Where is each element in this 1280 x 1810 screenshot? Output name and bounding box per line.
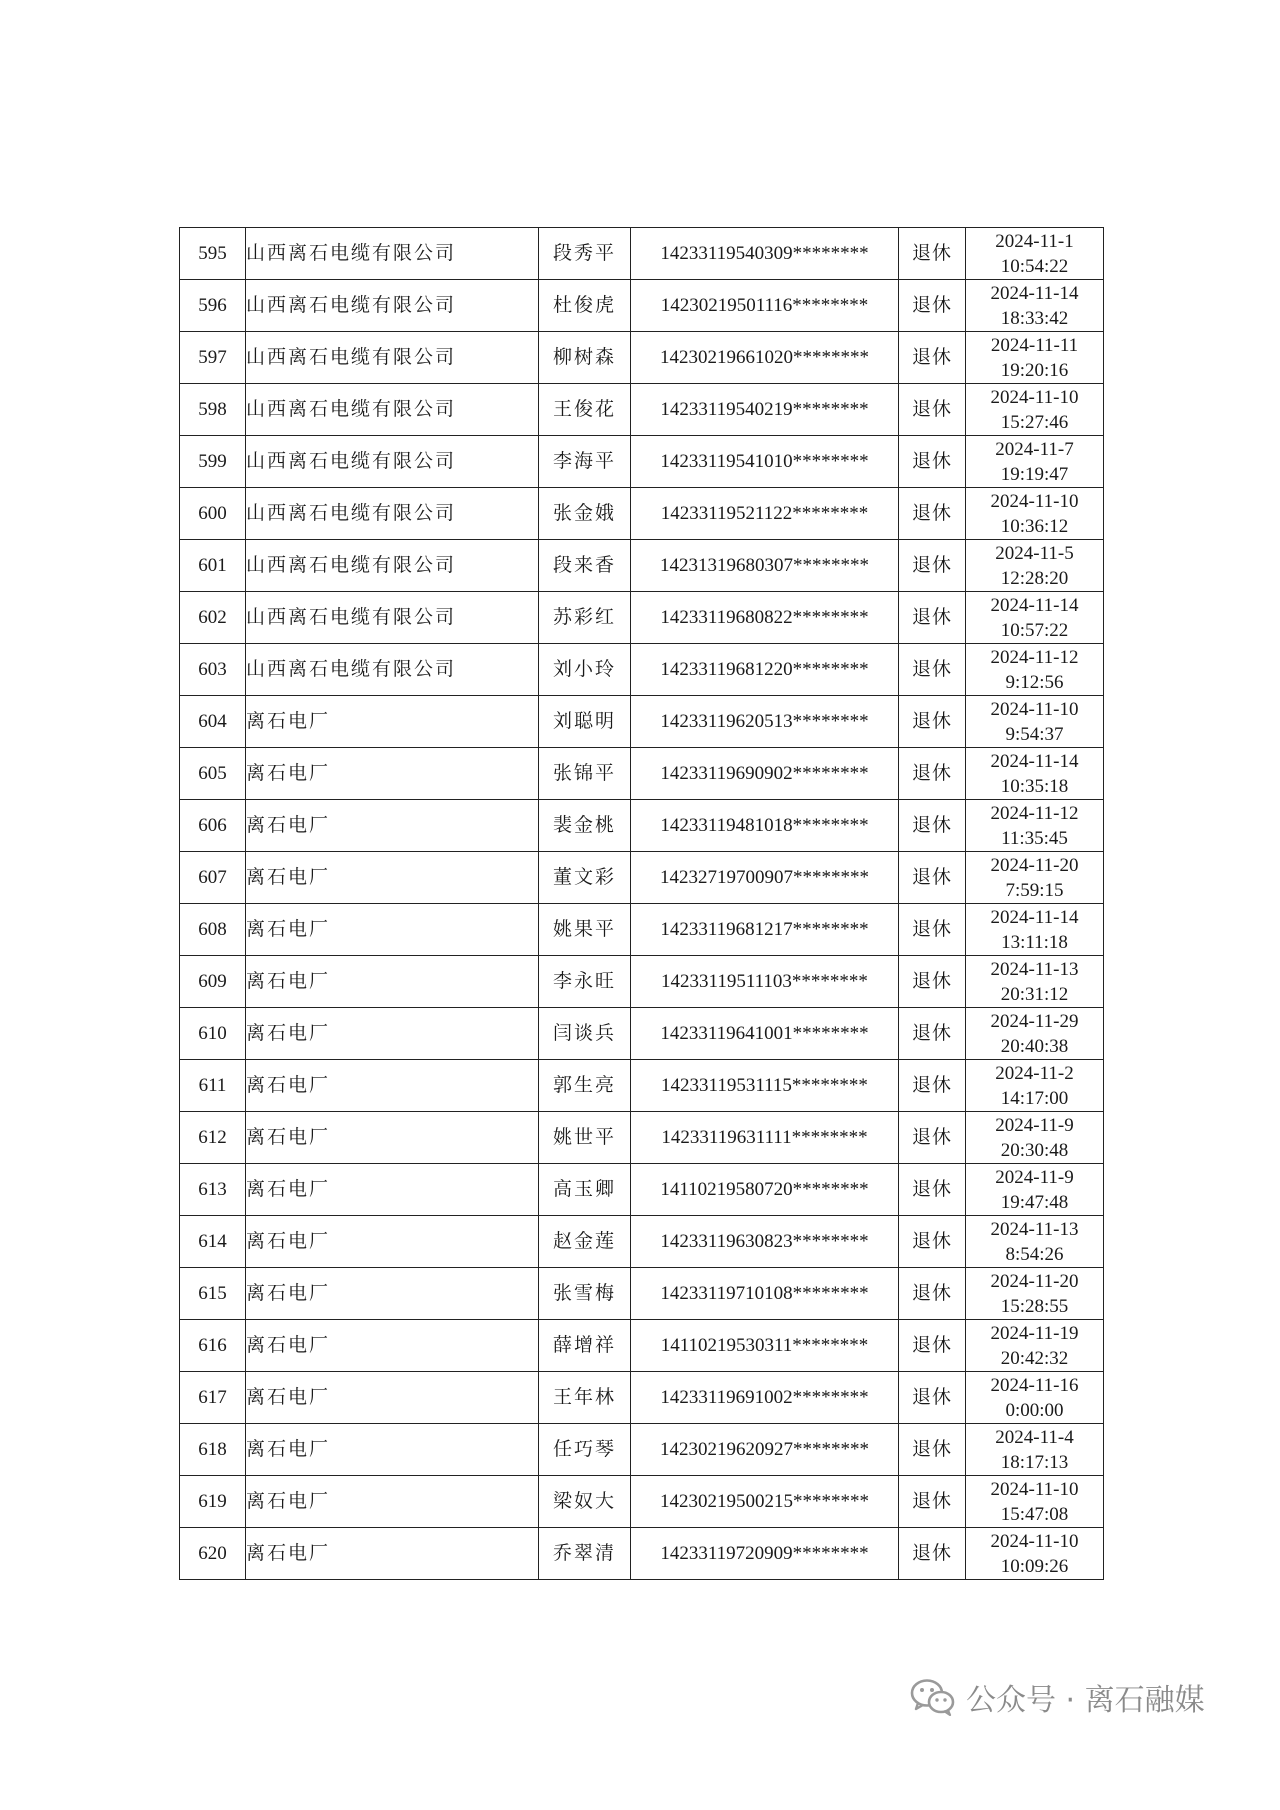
id-number-cell: 14233119690902******** [631, 748, 899, 800]
organization-cell: 离石电厂 [246, 1060, 539, 1112]
timestamp-date: 2024-11-7 [995, 438, 1074, 460]
table-row [180, 228, 1104, 280]
status-cell: 退休 [899, 956, 966, 1008]
timestamp-cell [966, 1476, 1104, 1528]
table-row [180, 1008, 1104, 1060]
timestamp-cell [966, 800, 1104, 852]
status-cell: 退休 [899, 1164, 966, 1216]
timestamp-time: 9:54:37 [1005, 723, 1064, 745]
id-number-cell: 14110219530311******** [631, 1320, 899, 1372]
timestamp-time: 13:11:18 [1001, 931, 1068, 953]
status-cell: 退休 [899, 748, 966, 800]
organization-cell: 离石电厂 [246, 748, 539, 800]
name-cell: 张雪梅 [539, 1268, 631, 1320]
timestamp-cell [966, 228, 1104, 280]
timestamp-time: 12:28:20 [1000, 567, 1069, 589]
table-row [180, 852, 1104, 904]
timestamp-time: 15:28:55 [1000, 1295, 1069, 1317]
status-cell: 退休 [899, 1268, 966, 1320]
table-row [180, 956, 1104, 1008]
name-cell: 董文彩 [539, 852, 631, 904]
timestamp-time: 8:54:26 [1005, 1243, 1064, 1265]
timestamp-date: 2024-11-14 [990, 750, 1079, 772]
table-row [180, 280, 1104, 332]
row-number-cell: 610 [180, 1008, 246, 1060]
row-number-cell: 603 [180, 644, 246, 696]
roster-table [179, 227, 1104, 1580]
timestamp-time: 18:33:42 [1000, 307, 1069, 329]
id-number-cell: 14233119541010******** [631, 436, 899, 488]
organization-cell: 山西离石电缆有限公司 [246, 488, 539, 540]
roster-table-body [180, 228, 1104, 1580]
name-cell: 裴金桃 [539, 800, 631, 852]
timestamp-cell [966, 332, 1104, 384]
timestamp-time: 14:17:00 [1000, 1087, 1069, 1109]
status-cell: 退休 [899, 1424, 966, 1476]
timestamp-date: 2024-11-14 [990, 906, 1079, 928]
id-number-cell: 14233119720909******** [631, 1528, 899, 1580]
row-number-cell: 620 [180, 1528, 246, 1580]
timestamp-time: 9:12:56 [1005, 671, 1064, 693]
row-number-cell: 613 [180, 1164, 246, 1216]
name-cell: 刘聪明 [539, 696, 631, 748]
timestamp-date: 2024-11-13 [990, 1218, 1079, 1240]
status-cell: 退休 [899, 488, 966, 540]
name-cell: 柳树森 [539, 332, 631, 384]
name-cell: 段秀平 [539, 228, 631, 280]
id-number-cell: 14233119540219******** [631, 384, 899, 436]
row-number-cell: 618 [180, 1424, 246, 1476]
organization-cell: 离石电厂 [246, 696, 539, 748]
table-row [180, 1060, 1104, 1112]
status-cell: 退休 [899, 1528, 966, 1580]
timestamp-date: 2024-11-14 [990, 594, 1079, 616]
name-cell: 郭生亮 [539, 1060, 631, 1112]
timestamp-time: 15:47:08 [1000, 1503, 1069, 1525]
status-cell: 退休 [899, 1216, 966, 1268]
row-number-cell: 600 [180, 488, 246, 540]
organization-cell: 离石电厂 [246, 1476, 539, 1528]
timestamp-date: 2024-11-29 [990, 1010, 1079, 1032]
name-cell: 梁奴大 [539, 1476, 631, 1528]
organization-cell: 离石电厂 [246, 800, 539, 852]
timestamp-cell [966, 280, 1104, 332]
status-cell: 退休 [899, 332, 966, 384]
timestamp-time: 7:59:15 [1005, 879, 1064, 901]
timestamp-cell [966, 1164, 1104, 1216]
table-row [180, 1268, 1104, 1320]
id-number-cell: 14233119531115******** [631, 1060, 899, 1112]
table-row [180, 1112, 1104, 1164]
timestamp-cell [966, 904, 1104, 956]
id-number-cell: 14230219500215******** [631, 1476, 899, 1528]
row-number-cell: 597 [180, 332, 246, 384]
organization-cell: 离石电厂 [246, 1320, 539, 1372]
id-number-cell: 14231319680307******** [631, 540, 899, 592]
timestamp-date: 2024-11-14 [990, 282, 1079, 304]
timestamp-time: 11:35:45 [1001, 827, 1068, 849]
id-number-cell: 14232719700907******** [631, 852, 899, 904]
timestamp-date: 2024-11-1 [995, 230, 1074, 252]
row-number-cell: 596 [180, 280, 246, 332]
timestamp-cell [966, 488, 1104, 540]
table-row [180, 1372, 1104, 1424]
name-cell: 任巧琴 [539, 1424, 631, 1476]
timestamp-cell [966, 1216, 1104, 1268]
status-cell: 退休 [899, 1060, 966, 1112]
status-cell: 退休 [899, 644, 966, 696]
name-cell: 杜俊虎 [539, 280, 631, 332]
name-cell: 姚果平 [539, 904, 631, 956]
table-row [180, 1320, 1104, 1372]
timestamp-time: 15:27:46 [1000, 411, 1069, 433]
table-row [180, 904, 1104, 956]
timestamp-date: 2024-11-10 [990, 1478, 1079, 1500]
name-cell: 王俊花 [539, 384, 631, 436]
row-number-cell: 611 [180, 1060, 246, 1112]
organization-cell: 山西离石电缆有限公司 [246, 384, 539, 436]
organization-cell: 山西离石电缆有限公司 [246, 644, 539, 696]
organization-cell: 离石电厂 [246, 1164, 539, 1216]
organization-cell: 山西离石电缆有限公司 [246, 228, 539, 280]
row-number-cell: 602 [180, 592, 246, 644]
row-number-cell: 608 [180, 904, 246, 956]
timestamp-cell [966, 1372, 1104, 1424]
organization-cell: 山西离石电缆有限公司 [246, 540, 539, 592]
status-cell: 退休 [899, 280, 966, 332]
timestamp-time: 10:09:26 [1000, 1555, 1069, 1577]
organization-cell: 离石电厂 [246, 1216, 539, 1268]
row-number-cell: 599 [180, 436, 246, 488]
timestamp-date: 2024-11-10 [990, 386, 1079, 408]
table-row [180, 1424, 1104, 1476]
status-cell: 退休 [899, 852, 966, 904]
id-number-cell: 14233119641001******** [631, 1008, 899, 1060]
table-row [180, 696, 1104, 748]
table-row [180, 540, 1104, 592]
timestamp-cell [966, 540, 1104, 592]
id-number-cell: 14110219580720******** [631, 1164, 899, 1216]
id-number-cell: 14233119481018******** [631, 800, 899, 852]
row-number-cell: 609 [180, 956, 246, 1008]
timestamp-cell [966, 696, 1104, 748]
id-number-cell: 14233119620513******** [631, 696, 899, 748]
id-number-cell: 14233119710108******** [631, 1268, 899, 1320]
table-row [180, 592, 1104, 644]
timestamp-date: 2024-11-20 [990, 1270, 1079, 1292]
organization-cell: 离石电厂 [246, 1112, 539, 1164]
timestamp-date: 2024-11-10 [990, 490, 1079, 512]
status-cell: 退休 [899, 1112, 966, 1164]
timestamp-time: 19:19:47 [1000, 463, 1069, 485]
organization-cell: 离石电厂 [246, 1008, 539, 1060]
status-cell: 退休 [899, 1320, 966, 1372]
name-cell: 张锦平 [539, 748, 631, 800]
id-number-cell: 14233119681217******** [631, 904, 899, 956]
status-cell: 退休 [899, 800, 966, 852]
row-number-cell: 616 [180, 1320, 246, 1372]
row-number-cell: 614 [180, 1216, 246, 1268]
timestamp-date: 2024-11-9 [995, 1166, 1074, 1188]
status-cell: 退休 [899, 1476, 966, 1528]
id-number-cell: 14230219501116******** [631, 280, 899, 332]
timestamp-cell [966, 1112, 1104, 1164]
table-row [180, 644, 1104, 696]
table-row [180, 384, 1104, 436]
id-number-cell: 14230219620927******** [631, 1424, 899, 1476]
status-cell: 退休 [899, 540, 966, 592]
name-cell: 闫谈兵 [539, 1008, 631, 1060]
name-cell: 高玉卿 [539, 1164, 631, 1216]
table-row [180, 436, 1104, 488]
id-number-cell: 14233119630823******** [631, 1216, 899, 1268]
status-cell: 退休 [899, 1008, 966, 1060]
timestamp-time: 0:00:00 [1005, 1399, 1064, 1421]
id-number-cell: 14233119521122******** [631, 488, 899, 540]
organization-cell: 山西离石电缆有限公司 [246, 332, 539, 384]
status-cell: 退休 [899, 592, 966, 644]
row-number-cell: 598 [180, 384, 246, 436]
table-row [180, 488, 1104, 540]
row-number-cell: 607 [180, 852, 246, 904]
organization-cell: 离石电厂 [246, 1268, 539, 1320]
status-cell: 退休 [899, 696, 966, 748]
id-number-cell: 14233119631111******** [631, 1112, 899, 1164]
timestamp-cell [966, 1060, 1104, 1112]
row-number-cell: 605 [180, 748, 246, 800]
timestamp-cell [966, 384, 1104, 436]
status-cell: 退休 [899, 1372, 966, 1424]
table-row [180, 1476, 1104, 1528]
organization-cell: 离石电厂 [246, 956, 539, 1008]
watermark [910, 1677, 1205, 1717]
timestamp-date: 2024-11-5 [995, 542, 1074, 564]
timestamp-time: 20:40:38 [1000, 1035, 1069, 1057]
timestamp-time: 10:54:22 [1000, 255, 1069, 277]
watermark-text: 公众号 · 离石融媒 [966, 1683, 1205, 1718]
id-number-cell: 14233119511103******** [631, 956, 899, 1008]
timestamp-time: 20:42:32 [1000, 1347, 1069, 1369]
table-row [180, 332, 1104, 384]
timestamp-date: 2024-11-13 [990, 958, 1079, 980]
table-row [180, 1528, 1104, 1580]
timestamp-cell [966, 1268, 1104, 1320]
row-number-cell: 606 [180, 800, 246, 852]
organization-cell: 离石电厂 [246, 1528, 539, 1580]
name-cell: 张金娥 [539, 488, 631, 540]
timestamp-time: 19:20:16 [1000, 359, 1069, 381]
organization-cell: 离石电厂 [246, 852, 539, 904]
timestamp-date: 2024-11-4 [995, 1426, 1074, 1448]
organization-cell: 离石电厂 [246, 1424, 539, 1476]
timestamp-time: 20:31:12 [1000, 983, 1069, 1005]
timestamp-date: 2024-11-10 [990, 698, 1079, 720]
name-cell: 苏彩红 [539, 592, 631, 644]
timestamp-cell [966, 592, 1104, 644]
name-cell: 姚世平 [539, 1112, 631, 1164]
id-number-cell: 14230219661020******** [631, 332, 899, 384]
timestamp-time: 19:47:48 [1000, 1191, 1069, 1213]
table-row [180, 748, 1104, 800]
timestamp-cell [966, 1008, 1104, 1060]
name-cell: 刘小玲 [539, 644, 631, 696]
timestamp-cell [966, 1320, 1104, 1372]
id-number-cell: 14233119681220******** [631, 644, 899, 696]
row-number-cell: 612 [180, 1112, 246, 1164]
timestamp-cell [966, 1424, 1104, 1476]
timestamp-time: 10:57:22 [1000, 619, 1069, 641]
timestamp-time: 10:36:12 [1000, 515, 1069, 537]
status-cell: 退休 [899, 436, 966, 488]
timestamp-time: 18:17:13 [1000, 1451, 1069, 1473]
timestamp-date: 2024-11-12 [990, 646, 1079, 668]
table-row [180, 1216, 1104, 1268]
id-number-cell: 14233119540309******** [631, 228, 899, 280]
timestamp-cell [966, 1528, 1104, 1580]
status-cell: 退休 [899, 904, 966, 956]
timestamp-date: 2024-11-16 [990, 1374, 1079, 1396]
row-number-cell: 615 [180, 1268, 246, 1320]
timestamp-date: 2024-11-2 [995, 1062, 1074, 1084]
name-cell: 李海平 [539, 436, 631, 488]
row-number-cell: 601 [180, 540, 246, 592]
timestamp-date: 2024-11-11 [990, 334, 1079, 356]
name-cell: 段来香 [539, 540, 631, 592]
row-number-cell: 617 [180, 1372, 246, 1424]
table-row [180, 800, 1104, 852]
timestamp-cell [966, 436, 1104, 488]
timestamp-cell [966, 852, 1104, 904]
timestamp-date: 2024-11-20 [990, 854, 1079, 876]
id-number-cell: 14233119691002******** [631, 1372, 899, 1424]
organization-cell: 山西离石电缆有限公司 [246, 436, 539, 488]
organization-cell: 离石电厂 [246, 1372, 539, 1424]
name-cell: 王年林 [539, 1372, 631, 1424]
row-number-cell: 595 [180, 228, 246, 280]
wechat-icon [910, 1678, 956, 1716]
name-cell: 乔翠清 [539, 1528, 631, 1580]
organization-cell: 山西离石电缆有限公司 [246, 280, 539, 332]
status-cell: 退休 [899, 228, 966, 280]
timestamp-date: 2024-11-19 [990, 1322, 1079, 1344]
timestamp-time: 20:30:48 [1000, 1139, 1069, 1161]
status-cell: 退休 [899, 384, 966, 436]
row-number-cell: 619 [180, 1476, 246, 1528]
organization-cell: 山西离石电缆有限公司 [246, 592, 539, 644]
row-number-cell: 604 [180, 696, 246, 748]
timestamp-cell [966, 644, 1104, 696]
table-row [180, 1164, 1104, 1216]
name-cell: 李永旺 [539, 956, 631, 1008]
timestamp-date: 2024-11-9 [995, 1114, 1074, 1136]
timestamp-date: 2024-11-12 [990, 802, 1079, 824]
name-cell: 薛增祥 [539, 1320, 631, 1372]
name-cell: 赵金莲 [539, 1216, 631, 1268]
timestamp-cell [966, 748, 1104, 800]
id-number-cell: 14233119680822******** [631, 592, 899, 644]
timestamp-date: 2024-11-10 [990, 1530, 1079, 1552]
timestamp-time: 10:35:18 [1000, 775, 1069, 797]
timestamp-cell [966, 956, 1104, 1008]
organization-cell: 离石电厂 [246, 904, 539, 956]
